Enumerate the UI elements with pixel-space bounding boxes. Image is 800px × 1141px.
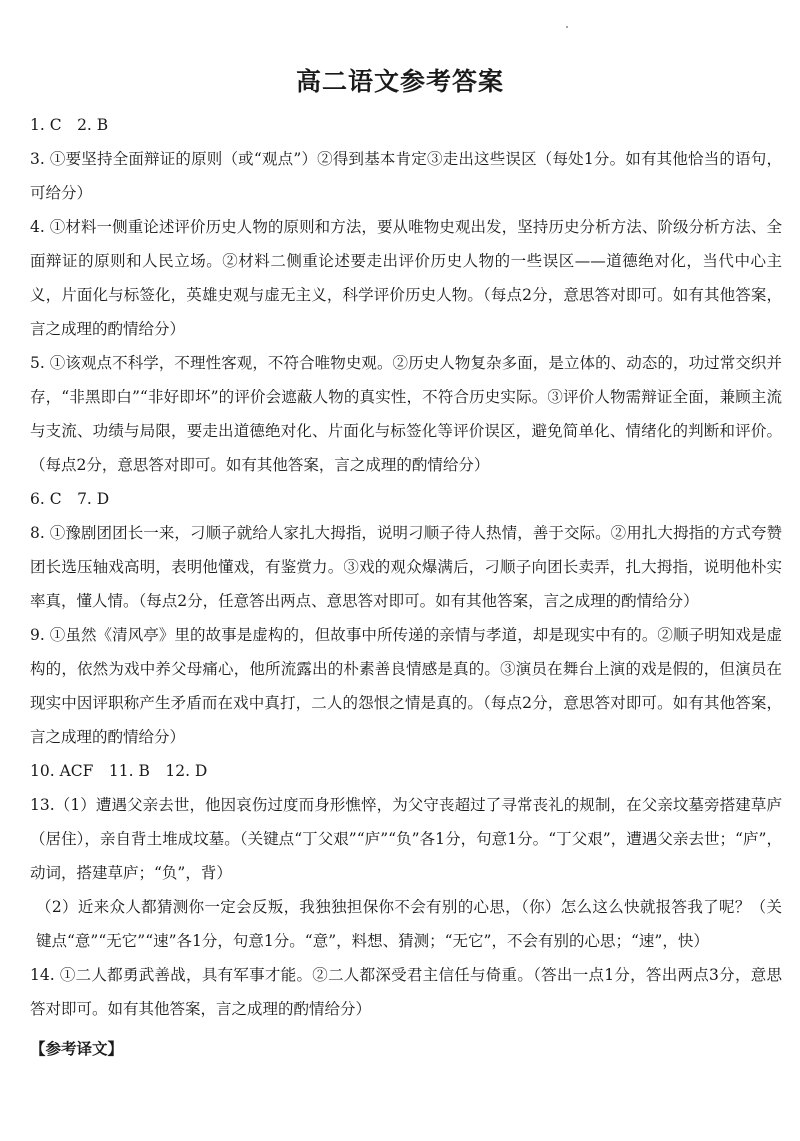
answer-q13-part1: 13.（1）遭遇父亲去世，他因哀伤过度而身形憔悴，为父守丧超过了寻常丧礼的规制，在父亲坟墓旁搭建草庐（居住），亲自背土堆成坟墓。（关键点“丁父艰”“庐”“负”各1分，句意1分。“丁父艰”，遭遇父亲去世；“庐”，动词，搭建草庐；“负”，背）: [30, 796, 782, 882]
answer-q9: 9. ①虽然《清风亭》里的故事是虚构的，但故事中所传递的亲情与孝道，却是现实中有的。②顺子明知戏是虚构的，依然为戏中养父母痛心，他所流露出的朴素善良情感是真的。③演员在舞台上演的戏是假的，但演员在现实中因评职称产生矛盾而在戏中真打，二人的怨恨之情是真的。（每点2分，意思答对即可。如有其他答案，言之成理的酌情给分）: [30, 626, 782, 746]
answers-body: [30, 108, 782, 1066]
answer-q5: 5. ①该观点不科学，不理性客观，不符合唯物史观。②历史人物复杂多面，是立体的、动态的，功过常交织并存，“非黑即白”“非好即坏”的评价会遮蔽人物的真实性，不符合历史实际。③评价人物需辩证全面，兼顾主流与支流、功绩与局限，要走出道德绝对化、片面化与标签化等评价误区，避免简单化、情绪化的判断和评价。（每点2分，意思答对即可。如有其他答案，言之成理的酌情给分）: [30, 354, 782, 474]
answer-q14: 14. ①二人都勇武善战，具有军事才能。②二人都深受君主信任与倚重。（答出一点1分，答出两点3分，意思答对即可。如有其他答案，言之成理的酌情给分）: [30, 966, 782, 1018]
answer-q13-part2: （2）近来众人都猜测你一定会反叛，我独独担保你不会有别的心思，（你）怎么这么快就报答我了呢？（关键点“意”“无它”“速”各1分，句意1分。“意”，料想、猜测；“无它”，不会有别的心思；“速”，快）: [36, 898, 782, 950]
scan-speck: [566, 26, 568, 28]
answer-q10-12: 10. ACF 11. B 12. D: [30, 762, 208, 780]
answer-q1-2: 1. C 2. B: [30, 116, 109, 134]
reference-translation-heading: 【参考译文】: [30, 1040, 124, 1058]
page-title: 高二语文参考答案: [295, 67, 504, 96]
answer-q3: 3. ①要坚持全面辩证的原则（或“观点”）②得到基本肯定③走出这些误区（每处1分。如有其他恰当的语句，可给分）: [30, 150, 782, 202]
answer-q8: 8. ①豫剧团团长一来，刁顺子就给人家扎大拇指，说明刁顺子待人热情，善于交际。②用扎大拇指的方式夸赞团长选压轴戏高明，表明他懂戏，有鉴赏力。③戏的观众爆满后，刁顺子向团长卖弄，扎大拇指，说明他朴实率真，懂人情。（每点2分，任意答出两点、意思答对即可。如有其他答案，言之成理的酌情给分）: [30, 524, 782, 610]
answer-q6-7: 6. C 7. D: [30, 490, 110, 508]
answer-q4: 4. ①材料一侧重论述评价历史人物的原则和方法，要从唯物史观出发，坚持历史分析方法、阶级分析方法、全面辩证的原则和人民立场。②材料二侧重论述要走出评价历史人物的一些误区——道德绝对化，当代中心主义，片面化与标签化，英雄史观与虚无主义，科学评价历史人物。（每点2分，意思答对即可。如有其他答案，言之成理的酌情给分）: [30, 218, 782, 338]
